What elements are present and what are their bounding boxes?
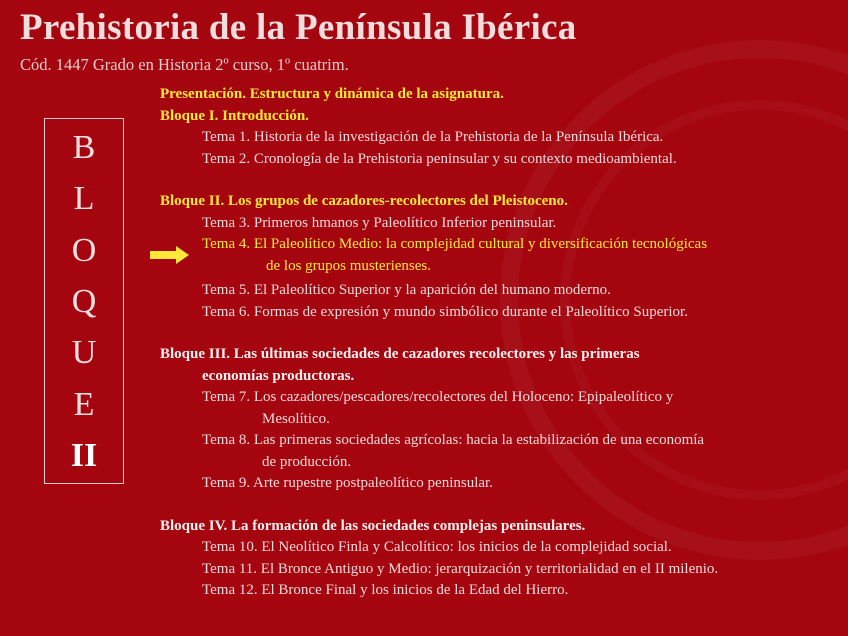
bloque3-heading: Bloque III. Las últimas sociedades de cazadores recolectores y las primeras: [160, 346, 640, 362]
tema-item: Tema 12. El Bronce Final y los inicios de la Edad del Hierro.: [202, 582, 569, 598]
bloque3-heading-cont: economías productoras.: [202, 367, 355, 384]
bloque-letter: L: [73, 180, 95, 218]
tema-item: Tema 11. El Bronce Antiguo y Medio: jerarquización y territorialidad en el II milenio.: [202, 560, 719, 577]
tema-item-cont: Mesolítico.: [262, 410, 330, 427]
tema-item: Tema 5. El Paleolítico Superior y la aparición del humano moderno.: [202, 282, 611, 298]
tema-item: Tema 3. Primeros hmanos y Paleolítico Inferior peninsular.: [202, 214, 557, 231]
bloque4-heading: Bloque IV. La formación de las sociedades complejas peninsulares.: [160, 517, 586, 534]
tema-item: Tema 10. El Neolítico Finla y Calcolítico: los inicios de la complejidad social.: [202, 539, 672, 555]
bloque1-heading: Bloque I. Introducción.: [160, 107, 309, 124]
tema-item: Tema 1. Historia de la investigación de la Prehistoria de la Península Ibérica.: [202, 129, 664, 145]
bloque-letter: O: [71, 231, 97, 269]
bloque-vertical-label: [44, 118, 124, 484]
bloque-numeral: II: [70, 436, 98, 474]
bloque-letter: Q: [71, 282, 97, 320]
course-subtitle: Cód. 1447 Grado en Historia 2º curso, 1º cuatrim.: [20, 55, 349, 74]
tema-item-cont: de producción.: [262, 453, 352, 470]
tema-item: Tema 9. Arte rupestre postpaleolítico peninsular.: [202, 475, 493, 491]
tema-item-current: Tema 4. El Paleolítico Medio: la complejidad cultural y diversificación tecnológicas: [202, 236, 708, 252]
bloque2-heading: Bloque II. Los grupos de cazadores-recolectores del Pleistoceno.: [160, 193, 568, 209]
tema-item: Tema 7. Los cazadores/pescadores/recolectores del Holoceno: Epipaleolítico y: [202, 389, 674, 405]
bloque-letter: B: [72, 129, 96, 166]
tema-item: Tema 6. Formas de expresión y mundo simbólico durante el Paleolítico Superior.: [202, 303, 688, 320]
presentacion-heading: Presentación. Estructura y dinámica de la asignatura.: [160, 86, 504, 102]
tema-item: Tema 8. Las primeras sociedades agrícolas: hacia la estabilización de una economía: [202, 432, 705, 448]
page-title: Prehistoria de la Península Ibérica: [20, 7, 577, 48]
bloque-letter: E: [73, 385, 95, 423]
tema-item-current-cont: de los grupos musterienses.: [266, 257, 431, 274]
tema-item: Tema 2. Cronología de la Prehistoria peninsular y su contexto medioambiental.: [202, 150, 677, 167]
course-outline: [160, 84, 840, 602]
bloque-letter: U: [71, 334, 97, 372]
